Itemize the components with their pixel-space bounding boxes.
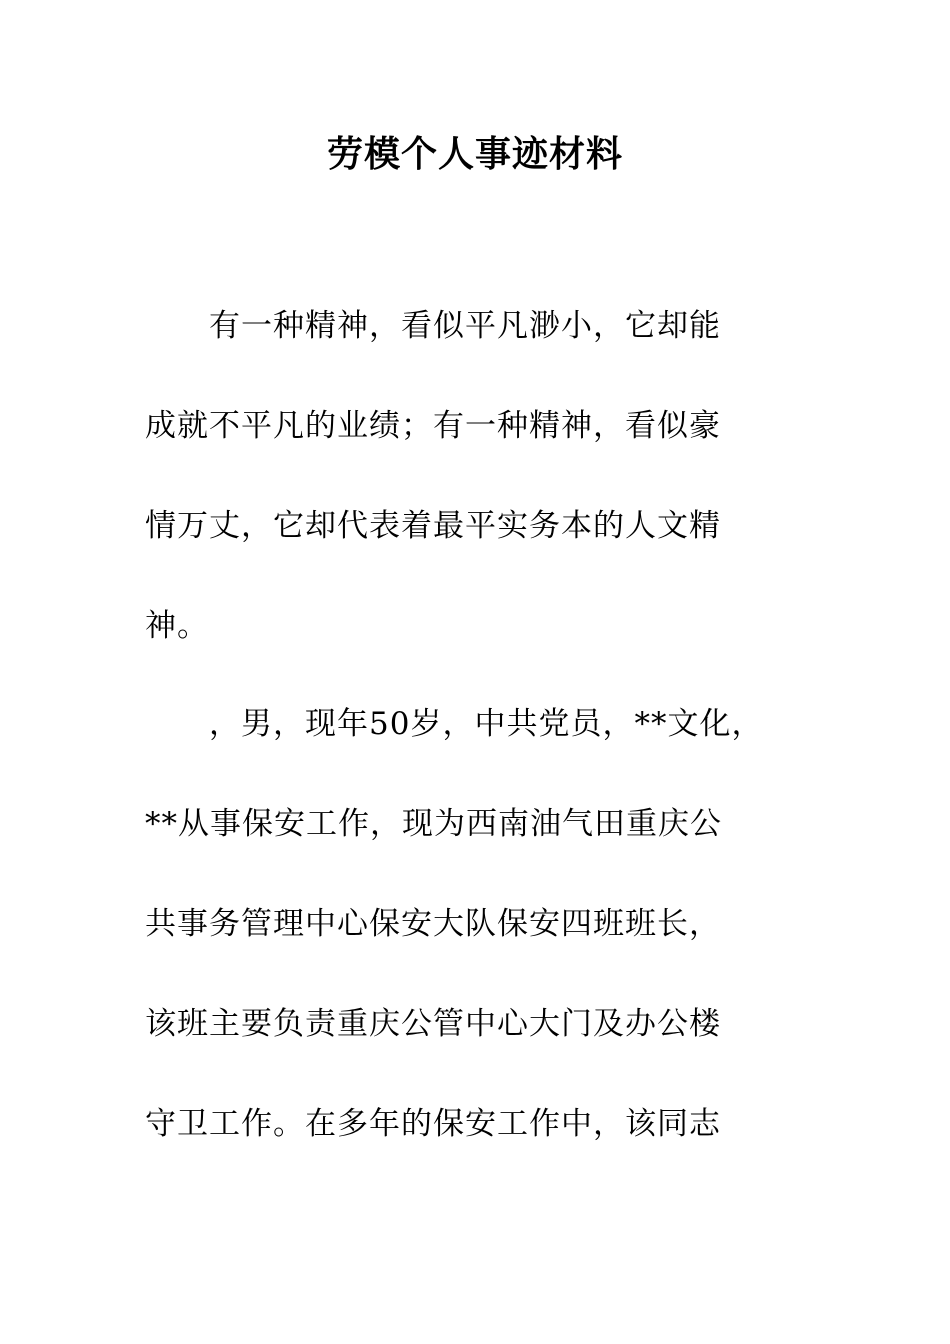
body-line: 共事务管理中心保安大队保安四班班长， xyxy=(145,906,721,942)
body-line: 成就不平凡的业绩；有一种精神，看似豪 xyxy=(145,408,721,444)
body-line: 神。 xyxy=(145,608,209,644)
body-line: 守卫工作。在多年的保安工作中，该同志 xyxy=(145,1106,721,1142)
body-line: 有一种精神，看似平凡渺小，它却能 xyxy=(145,308,721,344)
document-title: 劳模个人事迹材料 xyxy=(326,133,623,175)
body-line: **从事保安工作，现为西南油气田重庆公 xyxy=(145,806,722,842)
body-line: ，男，现年50岁，中共党员，**文化， xyxy=(145,706,764,742)
body-line: 该班主要负责重庆公管中心大门及办公楼 xyxy=(145,1006,721,1042)
body-line: 情万丈，它却代表着最平实务本的人文精 xyxy=(145,508,721,544)
